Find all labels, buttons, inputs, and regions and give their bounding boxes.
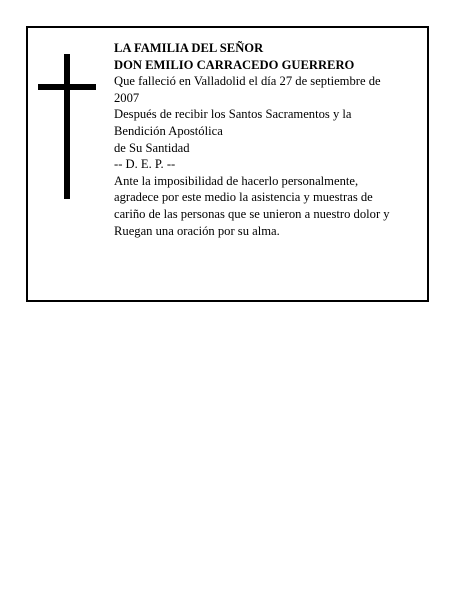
thanks-line-1: Ante la imposibilidad de hacerlo personalmente, — [114, 173, 359, 188]
apostolic-blessing: Bendición Apostólica — [114, 123, 223, 138]
obituary-notice — [26, 26, 429, 302]
latin-cross-icon — [38, 54, 98, 199]
notice-text-block — [114, 40, 420, 239]
death-place-date: Que falleció en Valladolid el día 27 de septiembre de — [114, 74, 381, 89]
cross-horizontal-bar — [38, 84, 96, 90]
holiness-line: de Su Santidad — [114, 140, 190, 155]
cross-vertical-bar — [64, 54, 70, 199]
thanks-line-2: agradece por este medio la asistencia y muestras de — [114, 190, 373, 205]
prayer-request: Ruegan una oración por su alma. — [114, 223, 280, 238]
rip-line: -- D. E. P. -- — [114, 157, 176, 172]
family-heading: LA FAMILIA DEL SEÑOR — [114, 41, 264, 55]
sacraments-line: Después de recibir los Santos Sacramentos y la — [114, 107, 352, 122]
deceased-name: DON EMILIO CARRACEDO GUERRERO — [114, 57, 355, 72]
death-year: 2007 — [114, 90, 140, 105]
thanks-line-3: cariño de las personas que se unieron a nuestro dolor y — [114, 206, 390, 221]
